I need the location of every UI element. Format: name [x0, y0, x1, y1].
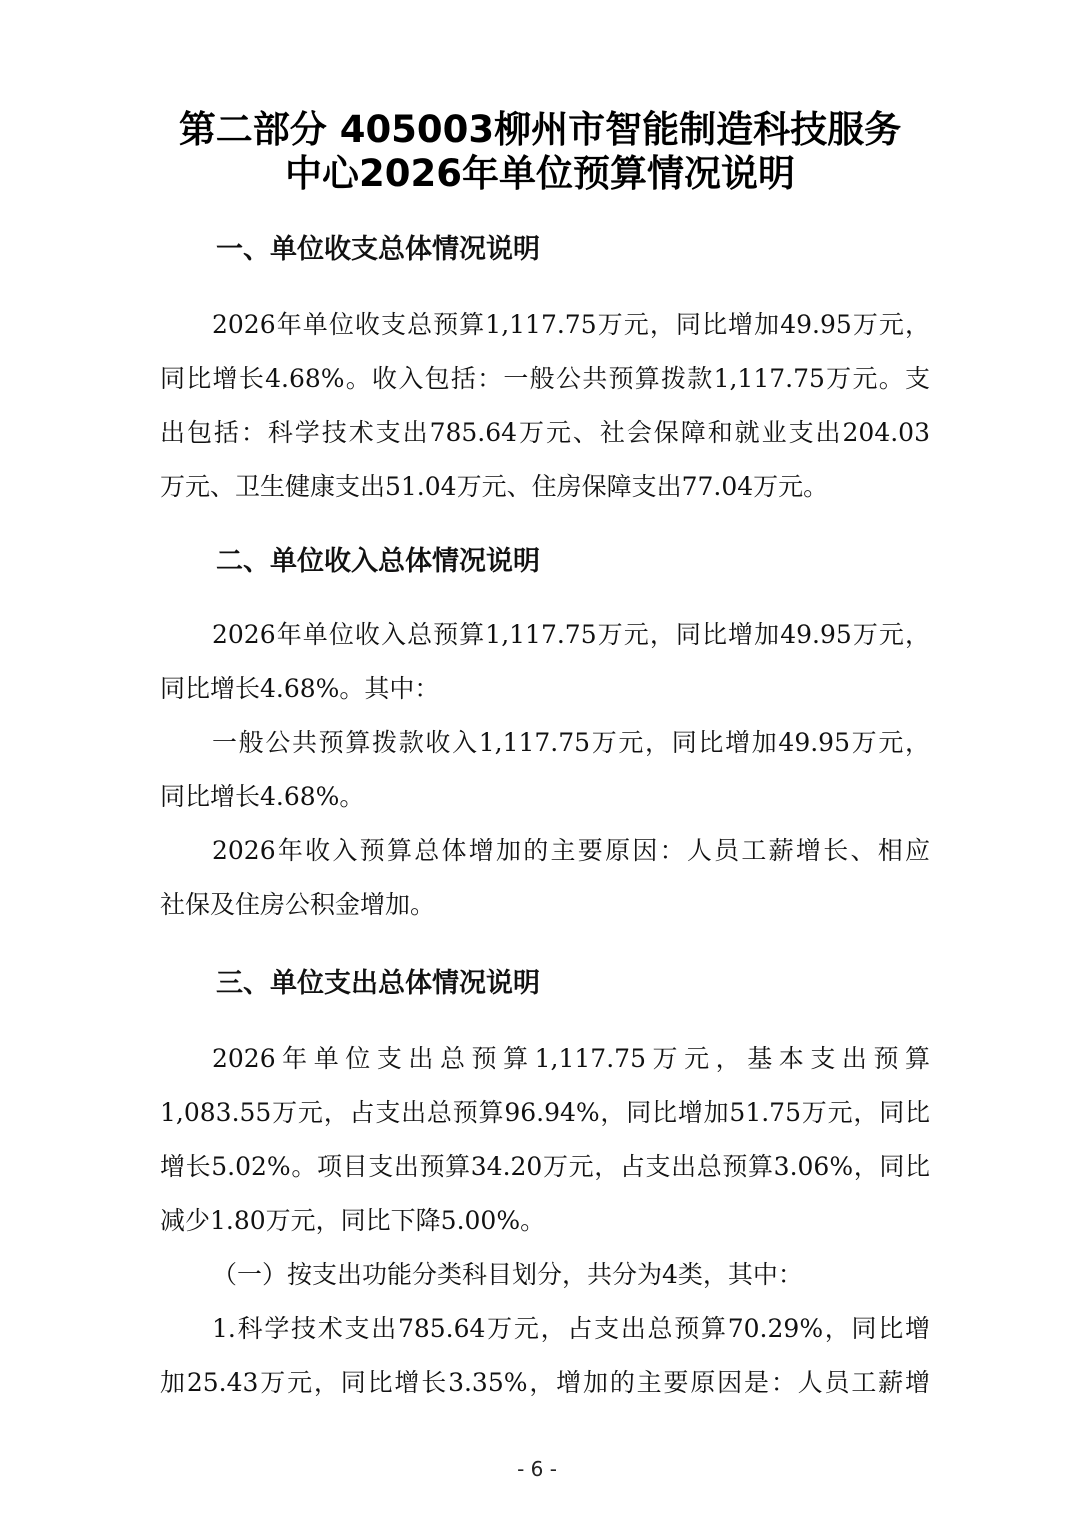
paragraph-line: 同比增长4.68%。其中： — [160, 674, 440, 703]
section-heading: 二、单位收入总体情况说明 — [216, 546, 540, 577]
section-body — [160, 1032, 930, 1410]
paragraph-line: 2026年单位收入总预算1,117.75万元，同比增加49.95万元， — [212, 620, 930, 649]
paragraph-line: 社保及住房公积金增加。 — [160, 890, 436, 919]
section-heading: 一、单位收支总体情况说明 — [216, 234, 540, 265]
paragraph-line: 2026年收入预算总体增加的主要原因：人员工薪增长、相应 — [212, 836, 930, 865]
paragraph-line: 同比增长4.68%。收入包括：一般公共预算拨款1,117.75万元。支 — [160, 364, 930, 393]
paragraph-line: 2026年单位支出总预算1,117.75万元，基本支出预算 — [212, 1044, 930, 1073]
title-line: 中心2026年单位预算情况说明 — [285, 152, 795, 195]
page-title — [140, 108, 940, 196]
title-line: 第二部分 405003柳州市智能制造科技服务 — [178, 108, 902, 151]
page-number: - 6 - — [517, 1457, 557, 1481]
paragraph-line: 同比增长4.68%。 — [160, 782, 365, 811]
paragraph-line: 增长5.02%。项目支出预算34.20万元，占支出总预算3.06%，同比 — [160, 1152, 930, 1181]
paragraph-line: 加25.43万元，同比增长3.35%，增加的主要原因是：人员工薪增 — [160, 1368, 930, 1397]
paragraph-line: 一般公共预算拨款收入1,117.75万元，同比增加49.95万元， — [212, 728, 930, 757]
paragraph-line: 1,083.55万元，占支出总预算96.94%，同比增加51.75万元，同比 — [160, 1098, 930, 1127]
section-body — [160, 298, 930, 514]
section-body — [160, 608, 930, 932]
paragraph-line: （一）按支出功能分类科目划分，共分为4类，其中： — [212, 1260, 803, 1289]
section-heading: 三、单位支出总体情况说明 — [216, 968, 540, 999]
paragraph-line: 2026年单位收支总预算1,117.75万元，同比增加49.95万元， — [212, 310, 930, 339]
paragraph-line: 出包括：科学技术支出785.64万元、社会保障和就业支出204.03 — [160, 418, 930, 447]
paragraph-line: 1.科学技术支出785.64万元，占支出总预算70.29%，同比增 — [212, 1314, 930, 1343]
paragraph-line: 万元、卫生健康支出51.04万元、住房保障支出77.04万元。 — [160, 472, 829, 501]
paragraph-line: 减少1.80万元，同比下降5.00%。 — [160, 1206, 546, 1235]
